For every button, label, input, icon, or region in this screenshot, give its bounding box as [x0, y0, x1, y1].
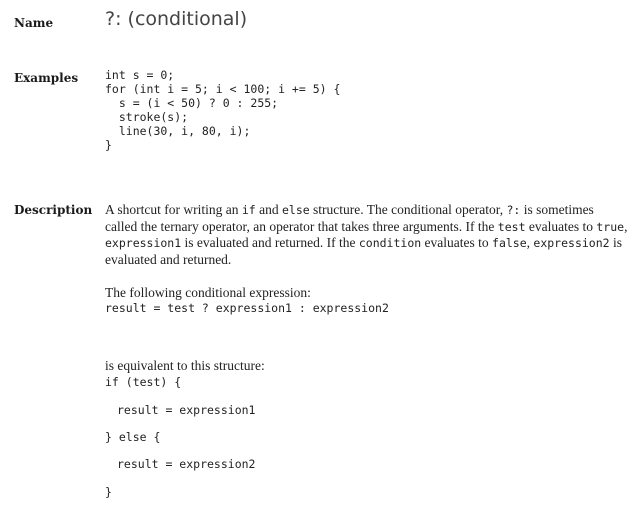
conditional-expression-code: result = test ? expression1 : expression2 [105, 301, 389, 315]
description-text: structure. The conditional operator, [309, 202, 507, 217]
inline-code: expression1 [105, 236, 182, 250]
description-label: Description [14, 203, 93, 217]
inline-code: true [596, 219, 625, 234]
structure-line-expression2: result = expression2 [117, 457, 256, 471]
structure-line-if: if (test) { [105, 375, 182, 389]
inline-code: condition [358, 236, 422, 250]
description-text: , [624, 218, 628, 234]
conditional-expression-intro: The following conditional expression: [105, 285, 311, 300]
inline-code: else [281, 203, 310, 217]
inline-code: test [497, 219, 526, 234]
inline-code: ?: [506, 203, 521, 217]
structure-intro: is equivalent to this structure: [105, 358, 265, 373]
inline-code: false [492, 236, 527, 250]
description-text: is evaluated and returned. [105, 235, 622, 267]
description-text: and [255, 202, 282, 217]
structure-line-close: } [105, 485, 112, 499]
structure-line-else: } else { [105, 430, 161, 444]
examples-label: Examples [14, 71, 79, 85]
description-paragraph [105, 202, 629, 268]
structure-line-expression1: result = expression1 [117, 403, 256, 417]
description-text: A shortcut for writing an [105, 202, 242, 217]
page-title: ?: (conditional) [105, 8, 248, 30]
description-text: , [526, 235, 534, 250]
description-text: evaluates to [421, 235, 493, 250]
description-text: evaluates to [525, 218, 597, 234]
inline-code: if [241, 203, 256, 217]
description-text: is evaluated and returned. If the [181, 235, 359, 250]
example-code: int s = 0; for (int i = 5; i < 100; i += 5) { s = (i < 50) ? 0 : 255; stroke(s); line(30, i, 80, i); } [105, 68, 341, 152]
inline-code: expression2 [533, 236, 610, 250]
name-label: Name [14, 16, 54, 30]
description-text: is sometimes called the ternary operator, an operator that takes three arguments. If the [105, 202, 594, 234]
